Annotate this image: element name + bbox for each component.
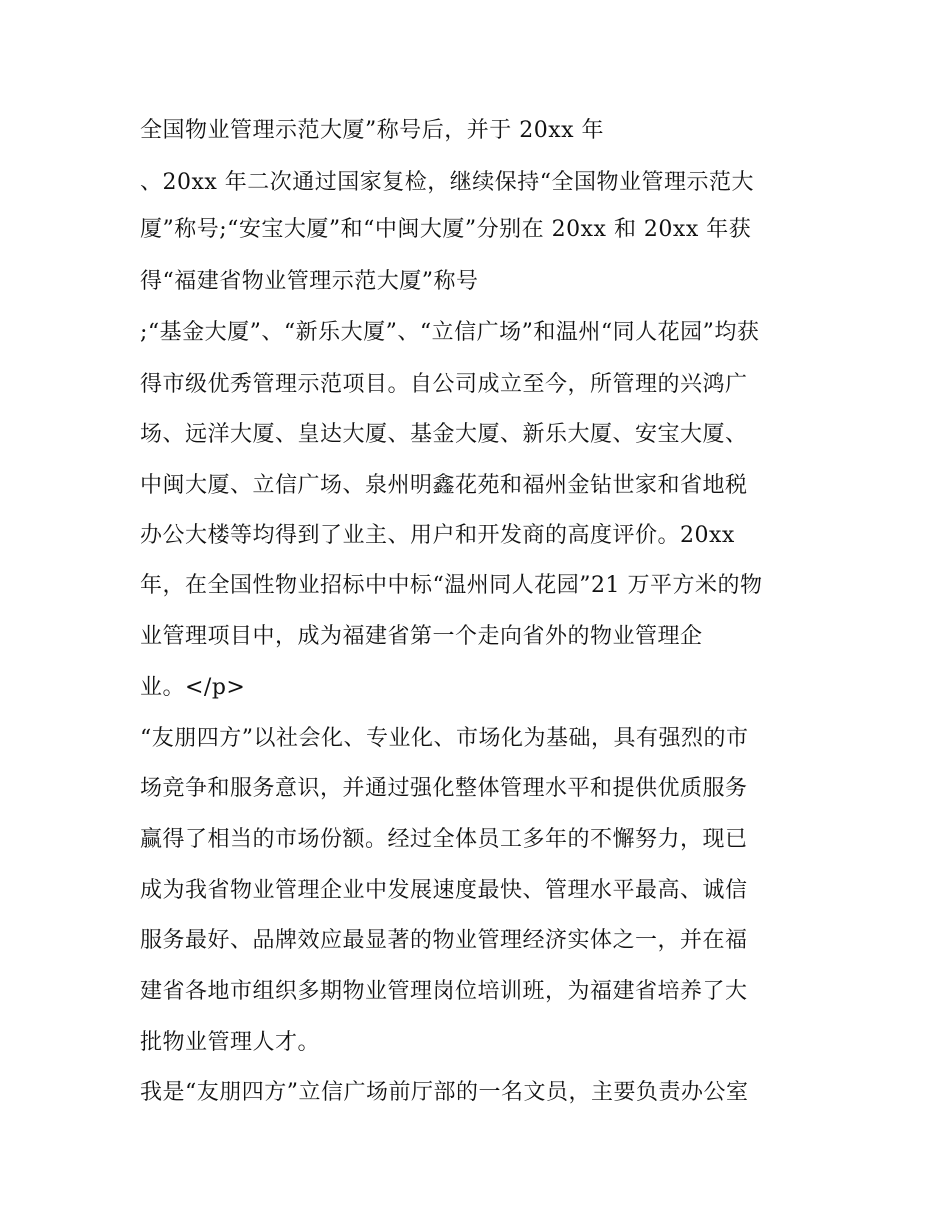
text-line: 业。</p>	[140, 675, 246, 700]
text-line: 批物业管理人才。	[140, 1030, 321, 1055]
text-line: 场、远洋大厦、皇达大厦、基金大厦、新乐大厦、安宝大厦、	[140, 422, 748, 447]
text-line: 厦”称号;“安宝大厦”和“中闽大厦”分别在 20xx 和 20xx 年获	[140, 217, 752, 242]
text-line: 年，在全国性物业招标中中标“温州同人花园”21 万平方米的物	[140, 573, 763, 598]
text-line: 服务最好、品牌效应最显著的物业管理经济实体之一，并在福	[140, 928, 748, 953]
text-line: 成为我省物业管理企业中发展速度最快、管理水平最高、诚信	[140, 878, 748, 903]
text-line: 赢得了相当的市场份额。经过全体员工多年的不懈努力，现已	[140, 827, 748, 852]
text-line: 全国物业管理示范大厦”称号后，并于 20xx 年	[140, 118, 605, 143]
text-line: ;“基金大厦”、“新乐大厦”、“立信广场”和温州“同人花园”均获	[140, 320, 760, 345]
text-line: 建省各地市组织多期物业管理岗位培训班，为福建省培养了大	[140, 979, 748, 1004]
text-line: 得市级优秀管理示范项目。自公司成立至今，所管理的兴鸿广	[140, 372, 748, 397]
text-line: 业管理项目中，成为福建省第一个走向省外的物业管理企	[140, 624, 703, 649]
text-line: “友朋四方”以社会化、专业化、市场化为基础，具有强烈的市	[140, 726, 749, 751]
text-line: 我是“友朋四方”立信广场前厅部的一名文员，主要负责办公室	[140, 1080, 749, 1105]
text-line: 场竞争和服务意识，并通过强化整体管理水平和提供优质服务	[140, 776, 748, 801]
text-line: 、20xx 年二次通过国家复检，继续保持“全国物业管理示范大	[140, 170, 755, 195]
text-line: 得“福建省物业管理示范大厦”称号	[140, 269, 479, 294]
text-line: 中闽大厦、立信广场、泉州明鑫花苑和福州金钻世家和省地税	[140, 473, 748, 498]
text-line: 办公大楼等均得到了业主、用户和开发商的高度评价。20xx	[140, 523, 735, 548]
